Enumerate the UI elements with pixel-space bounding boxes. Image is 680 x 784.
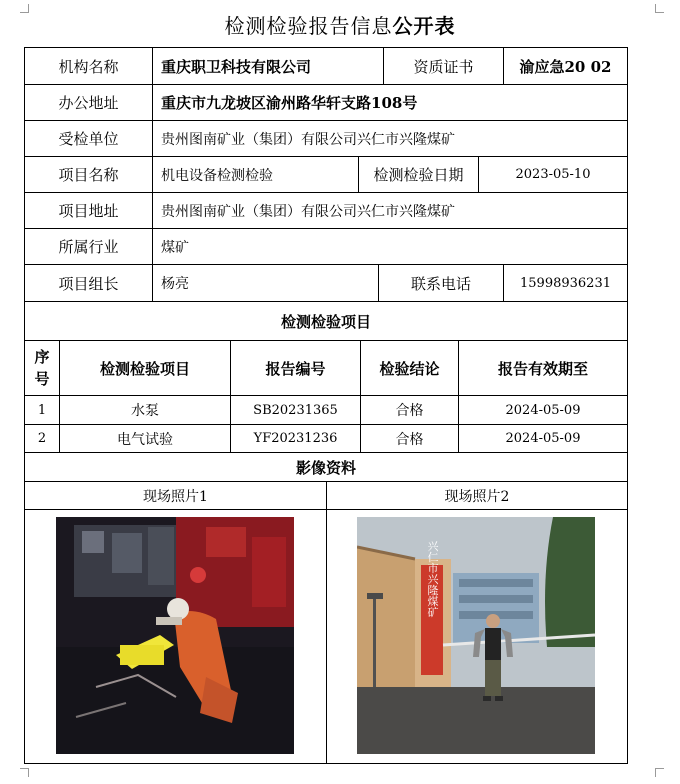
cert-value: 渝应急20 02 bbox=[504, 48, 627, 85]
seq-header: 序号 bbox=[25, 341, 60, 396]
report-no-header: 报告编号 bbox=[231, 341, 361, 396]
table-row-item: 电气试验 bbox=[60, 425, 231, 453]
client-value: 贵州图南矿业（集团）有限公司兴仁市兴隆煤矿 bbox=[153, 121, 627, 157]
valid-until-header: 报告有效期至 bbox=[459, 341, 627, 396]
contact-phone-label: 联系电话 bbox=[379, 265, 504, 302]
table-row-valid-until: 2024-05-09 bbox=[459, 425, 627, 453]
industry-value: 煤矿 bbox=[153, 229, 627, 265]
photo1-illustration bbox=[56, 517, 294, 754]
client-label: 受检单位 bbox=[25, 121, 153, 157]
table-row-report-no: SB20231365 bbox=[231, 396, 361, 425]
inspection-date-label: 检测检验日期 bbox=[359, 157, 479, 193]
table-row-seq: 2 bbox=[25, 425, 60, 453]
cert-label: 资质证书 bbox=[384, 48, 504, 85]
project-address-label: 项目地址 bbox=[25, 193, 153, 229]
contact-phone-value: 15998936231 bbox=[504, 265, 627, 302]
site-photo-1 bbox=[56, 517, 294, 754]
project-name-value: 机电设备检测检验 bbox=[153, 157, 359, 193]
page-corner-mark bbox=[655, 768, 664, 777]
title-bold-part: 公开表 bbox=[392, 14, 456, 38]
team-leader-value: 杨亮 bbox=[153, 265, 379, 302]
project-address-value: 贵州图南矿业（集团）有限公司兴仁市兴隆煤矿 bbox=[153, 193, 627, 229]
office-address-label: 办公地址 bbox=[25, 85, 153, 121]
table-row-conclusion: 合格 bbox=[361, 396, 459, 425]
table-row-report-no: YF20231236 bbox=[231, 425, 361, 453]
industry-label: 所属行业 bbox=[25, 229, 153, 265]
org-name-label: 机构名称 bbox=[25, 48, 153, 85]
team-leader-label: 项目组长 bbox=[25, 265, 153, 302]
office-address-value: 重庆市九龙坡区渝州路华轩支路108号 bbox=[153, 85, 627, 121]
org-name-value: 重庆职卫科技有限公司 bbox=[153, 48, 384, 85]
page-corner-mark bbox=[20, 768, 29, 777]
site-photo-2 bbox=[357, 517, 595, 754]
item-header: 检测检验项目 bbox=[60, 341, 231, 396]
gate-sign-text: 兴仁市兴隆煤矿 bbox=[426, 540, 438, 618]
images-section-title: 影像资料 bbox=[25, 453, 627, 482]
photo2-illustration bbox=[357, 517, 595, 754]
table-row-conclusion: 合格 bbox=[361, 425, 459, 453]
project-name-label: 项目名称 bbox=[25, 157, 153, 193]
table-row-valid-until: 2024-05-09 bbox=[459, 396, 627, 425]
conclusion-header: 检验结论 bbox=[361, 341, 459, 396]
title-normal-part: 检测检验报告信息 bbox=[224, 14, 393, 38]
photo2-label: 现场照片2 bbox=[327, 482, 627, 510]
table-row-item: 水泵 bbox=[60, 396, 231, 425]
table-row-seq: 1 bbox=[25, 396, 60, 425]
inspection-date-value: 2023-05-10 bbox=[479, 157, 627, 193]
photo1-label: 现场照片1 bbox=[25, 482, 327, 510]
items-section-title: 检测检验项目 bbox=[25, 302, 627, 341]
page-title bbox=[0, 10, 680, 39]
